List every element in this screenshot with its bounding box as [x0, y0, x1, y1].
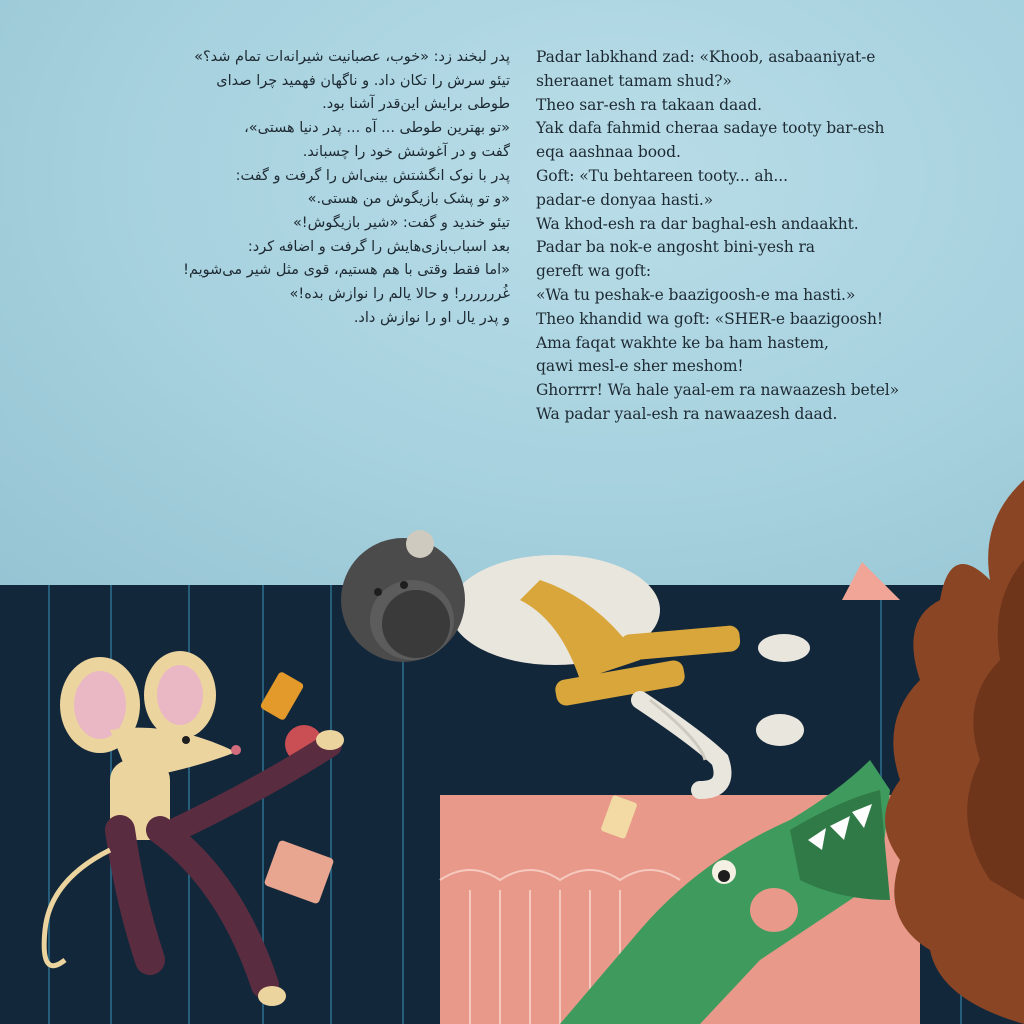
persian-line: تیئو خندید و گفت: «شیر بازیگوش!»	[292, 214, 510, 231]
monkey-plush	[341, 530, 810, 790]
toy-block-orange	[259, 671, 304, 721]
english-line: Theo khandid wa goft: «SHER-e baazigoosh!	[536, 309, 884, 328]
english-line: Goft: «Tu behtareen tooty... ah...	[536, 166, 788, 185]
toy-block-pink	[264, 840, 335, 905]
persian-line: گفت و در آغوشش خود را چسباند.	[302, 143, 510, 160]
toy-triangle	[842, 562, 900, 600]
english-line: Theo sar-esh ra takaan daad.	[536, 95, 762, 114]
persian-line: و پدر یال او را نوازش داد.	[353, 309, 510, 326]
persian-line: طوطی برایش این‌قدر آشنا بود.	[322, 96, 510, 113]
english-line: qawi mesl-e sher meshom!	[536, 357, 744, 376]
english-line: eqa aashnaa bood.	[536, 143, 681, 162]
english-line: Wa padar yaal-esh ra nawaazesh daad.	[536, 404, 838, 423]
persian-line: بعد اسباب‌بازی‌هایش را گرفت و اضافه کرد:	[247, 238, 510, 255]
english-line: Ghorrrr! Wa hale yaal-em ra nawaazesh betel»	[536, 381, 900, 400]
english-line: sheraanet tamam shud?»	[536, 71, 732, 90]
english-line: gereft wa goft:	[536, 262, 651, 281]
english-line: Yak dafa fahmid cheraa sadaye tooty bar-esh	[536, 119, 885, 138]
persian-line: «تو بهترین طوطی ... آه ... پدر دنیا هستی»،	[244, 120, 510, 137]
persian-line: پدر با نوک انگشتش بینی‌اش را گرفت و گفت:	[235, 167, 510, 184]
mouse	[44, 651, 344, 1006]
english-line: Ama faqat wakhte ke ba ham hastem,	[536, 333, 829, 352]
english-line: «Wa tu peshak-e baazigoosh-e ma hasti.»	[536, 285, 856, 304]
persian-line: پدر لبخند زد: «خوب، عصبانیت شیرانه‌ات تمام شد؟»	[194, 49, 510, 65]
english-line: padar-e donyaa hasti.»	[536, 190, 714, 209]
persian-line: «اما فقط وقتی با هم هستیم، قوی مثل شیر می‌شویم!	[183, 262, 510, 279]
english-line: Wa khod-esh ra dar baghal-esh andaakht.	[536, 214, 859, 233]
persian-line: تیئو سرش را تکان داد. و ناگهان فهمید چرا صدای	[216, 72, 510, 89]
persian-line: غُرررررر! و حالا یالم را نوازش بده!»	[289, 286, 510, 303]
english-line: Padar labkhand zad: «Khoob, asabaaniyat-e	[536, 48, 876, 66]
english-line: Padar ba nok-e angosht bini-yesh ra	[536, 238, 815, 257]
persian-line: «و تو پشک بازیگوش من هستی.»	[307, 191, 510, 208]
